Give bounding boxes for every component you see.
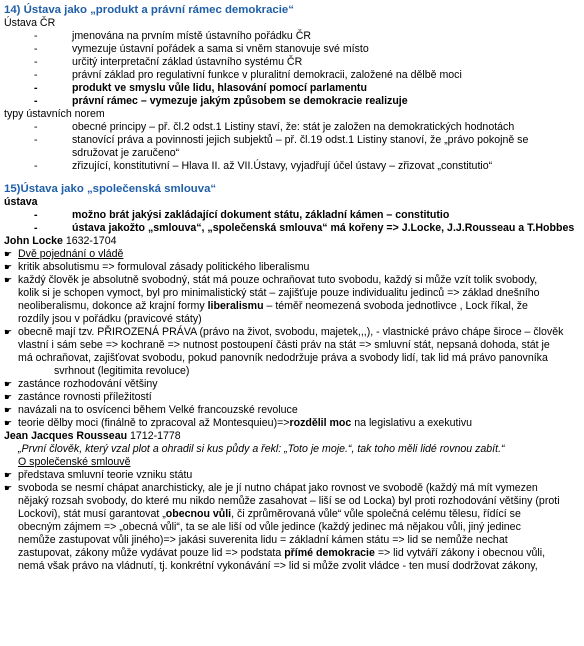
rousseau-quote: „První člověk, který vzal plot a ohradil si kus půdy a řekl: „Toto je moje.“, tak toho měli lidé rovnou zabít.“ (18, 443, 505, 455)
bullet-text: kritik absolutismu => formuloval zásady politického liberalismu (18, 261, 310, 273)
bullet-text: každý člověk je absolutně svobodný, stát má pouze ochraňovat tuto svobodu, každý si může vzít tolik svobody, (18, 274, 538, 286)
list-item: - právní rámec – vymezuje jakým způsobem se demokracie realizuje (4, 95, 580, 108)
bullet-text: nějaký rozsah svobody, do které mu nikdo nemůže zasahovat – liší se od Locka) byl proti rozhodování většiny (proti (18, 495, 560, 507)
list-item (4, 482, 580, 573)
list-item: - vymezuje ústavní pořádek a sama si vněm stanovuje své místo (4, 43, 580, 56)
bullet-text: má ochraňovat, zajišťovat svobodu, pokud panovník nedodržuje práva a svobody lidí, tak lid má právo panovníka (18, 352, 548, 364)
pointing-hand-icon: ☛ (4, 379, 13, 389)
bullet-text (18, 547, 576, 560)
pointing-hand-icon: ☛ (4, 470, 13, 480)
rousseau-subtitle: O společenské smlouvě (18, 456, 131, 468)
list-item: - produkt ve smyslu vůle lidu, hlasování pomocí parlamentu (4, 82, 580, 95)
bullet-text: obecnou vůli (165, 508, 232, 520)
pointing-hand-icon: ☛ (4, 262, 13, 272)
bullet-text: kolik si je schopen vymoct, byl pro minimalistický stát – zajišťuje pouze individualitu jedinců => základ dnešního (18, 287, 540, 299)
list-item (4, 469, 580, 482)
bullet-text (18, 300, 576, 313)
list-item (4, 417, 580, 430)
bullet-text: , či zprůměrovaná vůle“ vůle společná celému tělesu, řídící se (231, 508, 521, 520)
list-item (4, 404, 580, 417)
bullet-text: Lockovi), stát musí garantovat „ (18, 508, 166, 520)
locke-years: 1632-1704 (65, 235, 117, 247)
pointing-hand-icon: ☛ (4, 418, 13, 428)
pointing-hand-icon: ☛ (4, 392, 13, 402)
list-item: - právní základ pro regulativní funkce v pluralitní demokracii, založené na dělbě moci (4, 69, 580, 82)
list-item (4, 391, 580, 404)
list-item (4, 261, 580, 274)
pointing-hand-icon: ☛ (4, 405, 13, 415)
bullet-text: zastánce rozhodování většiny (18, 378, 158, 390)
list-item (4, 326, 580, 378)
bullet-text: vlastní i sám sebe => kochraně => nutnost postoupení části práv na stát => smluvní stát, nepsaná dohoda, stát je (18, 339, 550, 351)
rousseau-title (4, 430, 580, 443)
pointing-hand-icon: ☛ (4, 327, 13, 337)
locke-title (4, 235, 580, 248)
bullet-text: svoboda se nesmí chápat anarchisticky, ale je jí nutno chápat jako rovnost ve svobodě (každý má mít vymezen (18, 482, 538, 494)
list-item (4, 274, 580, 326)
section-14-heading: 14) Ústava jako „produkt a právní rámec demokracie“ (4, 4, 294, 16)
bullet-text: přímé demokracie (284, 547, 375, 559)
bullet-text: zastánce rovnosti příležitostí (18, 391, 152, 403)
list-item (4, 378, 580, 391)
locke-subtitle: Dvě pojednání o vládě (18, 248, 124, 260)
bullet-text: liberalismu (207, 300, 264, 312)
bullet-text (18, 508, 576, 521)
bullet-text: obecně mají tzv. PŘIROZENÁ PRÁVA (právo na život, svobodu, majetek,,,), - vlastnické právo chápe široce – člověk (18, 326, 564, 338)
locke-name: John Locke (4, 235, 66, 247)
bullet-text: nemá však právo na vládnutí, tj. konkrétní vykonávání => lid si může zvolit vládce - ten musí dodržovat zákony, (18, 560, 538, 572)
list-item (4, 248, 580, 261)
list-item: - stanovící práva a povinnosti jejich subjektů – př. čl.19 odst.1 Listiny stanoví, že „právo pokojně se sdružovat je zaručeno“ (4, 134, 580, 160)
bullet-text: => lid vytváří zákony i obecnou vůli, (374, 547, 546, 559)
bullet-text: nemůže zastupovat vůli jiného)=> jakási suverenita lidu = základní kámen státu => lid se nemůže nechat (18, 534, 508, 546)
bullet-text: představa smluvní teorie vzniku státu (18, 469, 193, 481)
bullet-text: rozdíly jsou v pořádku (pravicové státy) (18, 313, 202, 325)
pointing-hand-icon: ☛ (4, 275, 13, 285)
pointing-hand-icon: ☛ (4, 483, 13, 493)
bullet-text: obecným zájmem => „obecná vůli“, ta se ale liší od vůle jedince (každý jedinec má nějakou vůli, jiný jedinec (18, 521, 521, 533)
bullet-text: zastupovat, zákony může vydávat pouze lid => podstata (18, 547, 285, 559)
rousseau-years: 1712-1778 (130, 430, 181, 442)
list-item: - určitý interpretační základ ústavního systému ČR (4, 56, 580, 69)
bullet-text: na legislativu a exekutivu (351, 417, 473, 429)
bullet-text: svrhnout (legitimita revoluce) (54, 365, 190, 377)
section-15-label: ústava (4, 196, 38, 208)
rousseau-name: Jean Jacques Rousseau (4, 430, 131, 442)
list-item: - možno brát jakýsi zakládající dokument státu, základní kámen – constitutio (4, 209, 580, 222)
section-15-heading: 15)Ústava jako „společenská smlouva“ (4, 183, 217, 195)
pointing-hand-icon: ☛ (4, 249, 13, 259)
list-item: - obecné principy – př. čl.2 odst.1 Listiny staví, že: stát je založen na demokratických hodnotách (4, 121, 580, 134)
list-item: - jmenována na prvním místě ústavního pořádku ČR (4, 30, 580, 43)
norms-label: typy ústavních norem (4, 108, 105, 120)
bullet-text: neoliberalismu, dokonce až krajní formy (18, 300, 208, 312)
document-page (4, 3, 580, 573)
bullet-text: rozdělil moc (289, 417, 352, 429)
bullet-text: navázali na to osvícenci během Velké francouzské revoluce (18, 404, 298, 416)
bullet-text: teorie dělby moci (finálně to zpracoval až Montesquieu)=> (18, 417, 290, 429)
list-item: - ústava jakožto „smlouva“, „společenská smlouva“ má kořeny => J.Locke, J.J.Rousseau a T.Hobbes (4, 222, 580, 235)
section-14-label: Ústava ČR (4, 17, 56, 29)
list-item: - zřizující, konstitutivní – Hlava II. až VII.Ústavy, vyjadřují účel ústavy – zřizovat „constitutio“ (4, 160, 580, 173)
bullet-text: – téměř neomezená svoboda jednotlivce , Lock říkal, že (263, 300, 528, 312)
